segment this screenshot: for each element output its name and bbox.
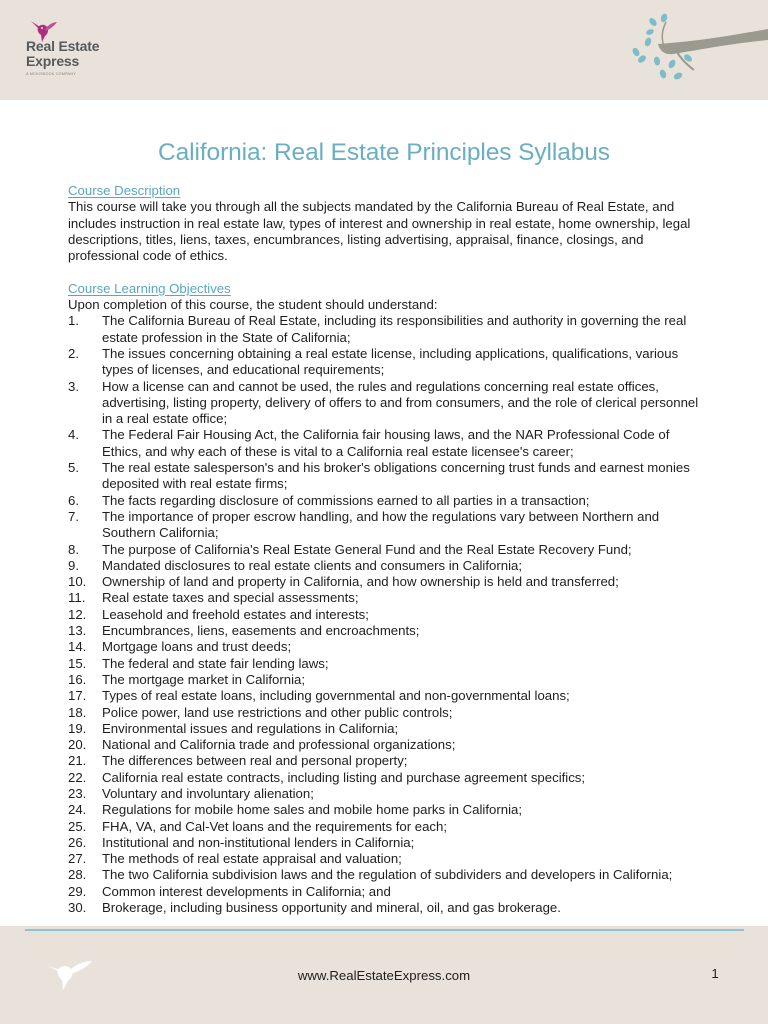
objective-text: Real estate taxes and special assessments; (102, 590, 359, 606)
objective-number: 3. (68, 378, 79, 394)
objective-item (68, 802, 708, 818)
objective-text: The facts regarding disclosure of commissions earned to all parties in a transaction; (102, 492, 590, 508)
objective-text: The federal and state fair lending laws; (102, 655, 329, 671)
objective-number: 15. (68, 655, 87, 671)
objective-item (68, 427, 708, 460)
objective-number: 22. (68, 769, 87, 785)
objective-text: The methods of real estate appraisal and valuation; (102, 851, 402, 867)
course-description-body: This course will take you through all the subjects mandated by the California Bureau of Real Estate, and includes instruction in real estate law, types of interest and ownership in real estate, home ownership, legal descriptions, titles, liens, taxes, encumbrances, listing advertising, appraisal, finance, closings, and professional code of ethics. (68, 199, 691, 264)
learning-objectives-heading: Course Learning Objectives (68, 280, 231, 296)
objective-text: Encumbrances, liens, easements and encroachments; (102, 623, 420, 639)
objective-text: The two California subdivision laws and the regulation of subdividers and developers in California; (102, 867, 673, 883)
branch-icon (628, 12, 768, 84)
objective-text: FHA, VA, and Cal-Vet loans and the requirements for each; (102, 818, 448, 834)
course-description-heading: Course Description (68, 183, 181, 198)
objective-item (68, 900, 708, 916)
page-header (0, 0, 768, 100)
objective-item (68, 313, 708, 346)
objective-text: Brokerage, including business opportunity and mineral, oil, and gas brokerage. (102, 900, 561, 916)
learning-objectives-intro: Upon completion of this course, the student should understand: (68, 297, 438, 313)
objective-text: The California Bureau of Real Estate, including its responsibilities and authority in governing the real estate profession in the State of California; (102, 313, 687, 345)
objective-number: 18. (68, 704, 87, 720)
logo-wordmark (26, 39, 99, 68)
objective-number: 26. (68, 834, 87, 850)
objective-text: Types of real estate loans, including governmental and non-governmental loans; (102, 688, 570, 704)
objective-text: Regulations for mobile home sales and mobile home parks in California; (102, 802, 523, 818)
objective-text: National and California trade and professional organizations; (102, 737, 456, 753)
objective-item (68, 558, 708, 574)
section-spacer (68, 264, 708, 280)
objective-number: 17. (68, 688, 87, 704)
objective-number: 27. (68, 851, 87, 867)
objective-number: 21. (68, 753, 87, 769)
objective-number: 4. (68, 427, 79, 443)
objective-item (68, 656, 708, 672)
objective-text: Mortgage loans and trust deeds; (102, 639, 292, 655)
page-number: 1 (711, 966, 719, 981)
objective-item (68, 688, 708, 704)
objective-number: 19. (68, 720, 87, 736)
objective-text: The issues concerning obtaining a real estate license, including applications, qualifications, various types of licenses, and educational requirements; (102, 345, 679, 378)
objective-item (68, 867, 708, 883)
objective-number: 11. (68, 590, 86, 606)
objective-text: Police power, land use restrictions and other public controls; (102, 704, 453, 720)
objective-item (68, 705, 708, 721)
objective-number: 6. (68, 492, 79, 508)
objective-number: 12. (68, 606, 87, 622)
objective-number: 25. (68, 818, 87, 834)
objective-text: Environmental issues and regulations in California; (102, 720, 399, 736)
objective-number: 2. (68, 345, 79, 361)
objective-item (68, 884, 708, 900)
objective-number: 30. (68, 900, 87, 916)
objective-text: How a license can and cannot be used, the rules and regulations concerning real estate offices, advertising, listing property, delivery of offers to and from consumers, and the role of clerical personnel in a real estate office; (102, 378, 699, 427)
objective-text: The real estate salesperson's and his broker's obligations concerning trust funds and earnest monies deposited with real estate firms; (102, 460, 690, 492)
objective-text: Institutional and non-institutional lenders in California; (102, 834, 415, 850)
objective-number: 14. (68, 639, 87, 655)
objective-item (68, 346, 708, 379)
syllabus-content (68, 183, 708, 916)
logo-tagline: A MCKISSOCK COMPANY (26, 72, 76, 76)
objective-text: Voluntary and involuntary alienation; (102, 785, 314, 801)
objective-item (68, 590, 708, 606)
objective-item (68, 493, 708, 509)
objective-item (68, 835, 708, 851)
real-estate-express-logo[interactable] (24, 16, 134, 86)
footer-website-link[interactable]: www.RealEstateExpress.com (297, 968, 471, 983)
objective-text: The purpose of California's Real Estate General Fund and the Real Estate Recovery Fund; (102, 541, 632, 557)
footer-divider (25, 929, 744, 931)
objective-item (68, 753, 708, 769)
objective-text: The mortgage market in California; (102, 671, 306, 687)
learning-objectives-list (68, 313, 708, 916)
objective-text: California real estate contracts, including listing and purchase agreement specifics; (102, 769, 586, 785)
objective-item (68, 737, 708, 753)
logo-line2: Express (26, 52, 80, 69)
objective-number: 20. (68, 737, 87, 753)
objective-item (68, 721, 708, 737)
objective-item (68, 623, 708, 639)
objective-number: 23. (68, 785, 87, 801)
objective-text: Ownership of land and property in California, and how ownership is held and transferred; (102, 574, 619, 590)
objective-item (68, 672, 708, 688)
document-title: California: Real Estate Principles Syllabus (158, 139, 610, 166)
objective-number: 5. (68, 460, 79, 476)
objective-number: 24. (68, 802, 87, 818)
objective-number: 16. (68, 671, 87, 687)
objective-number: 9. (68, 557, 79, 573)
objective-item (68, 639, 708, 655)
objective-text: Leasehold and freehold estates and interests; (102, 606, 369, 622)
objective-item (68, 819, 708, 835)
objective-number: 10. (68, 574, 87, 590)
objective-item (68, 607, 708, 623)
objective-item (68, 460, 708, 493)
objective-number: 28. (68, 867, 87, 883)
objective-number: 8. (68, 541, 79, 557)
objective-text: The Federal Fair Housing Act, the California fair housing laws, and the NAR Professional Code of Ethics, and why each of these is vital to a California real estate licensee's career; (102, 427, 670, 459)
objective-item (68, 574, 708, 590)
objective-item (68, 786, 708, 802)
objective-item (68, 542, 708, 558)
objective-item (68, 770, 708, 786)
objective-item (68, 851, 708, 867)
objective-text: The differences between real and personal property; (102, 753, 408, 769)
logo-line1: Real Estate (26, 38, 100, 54)
objective-text: The importance of proper escrow handling, and how the regulations vary between Northern and Southern California; (102, 508, 660, 541)
objective-item (68, 509, 708, 542)
objective-number: 1. (68, 313, 79, 329)
objective-text: Mandated disclosures to real estate clients and consumers in California; (102, 557, 523, 573)
objective-number: 13. (68, 623, 87, 639)
objective-number: 7. (68, 508, 79, 524)
objective-item (68, 379, 708, 428)
objective-text: Common interest developments in California; and (102, 883, 391, 899)
objective-number: 29. (68, 883, 87, 899)
